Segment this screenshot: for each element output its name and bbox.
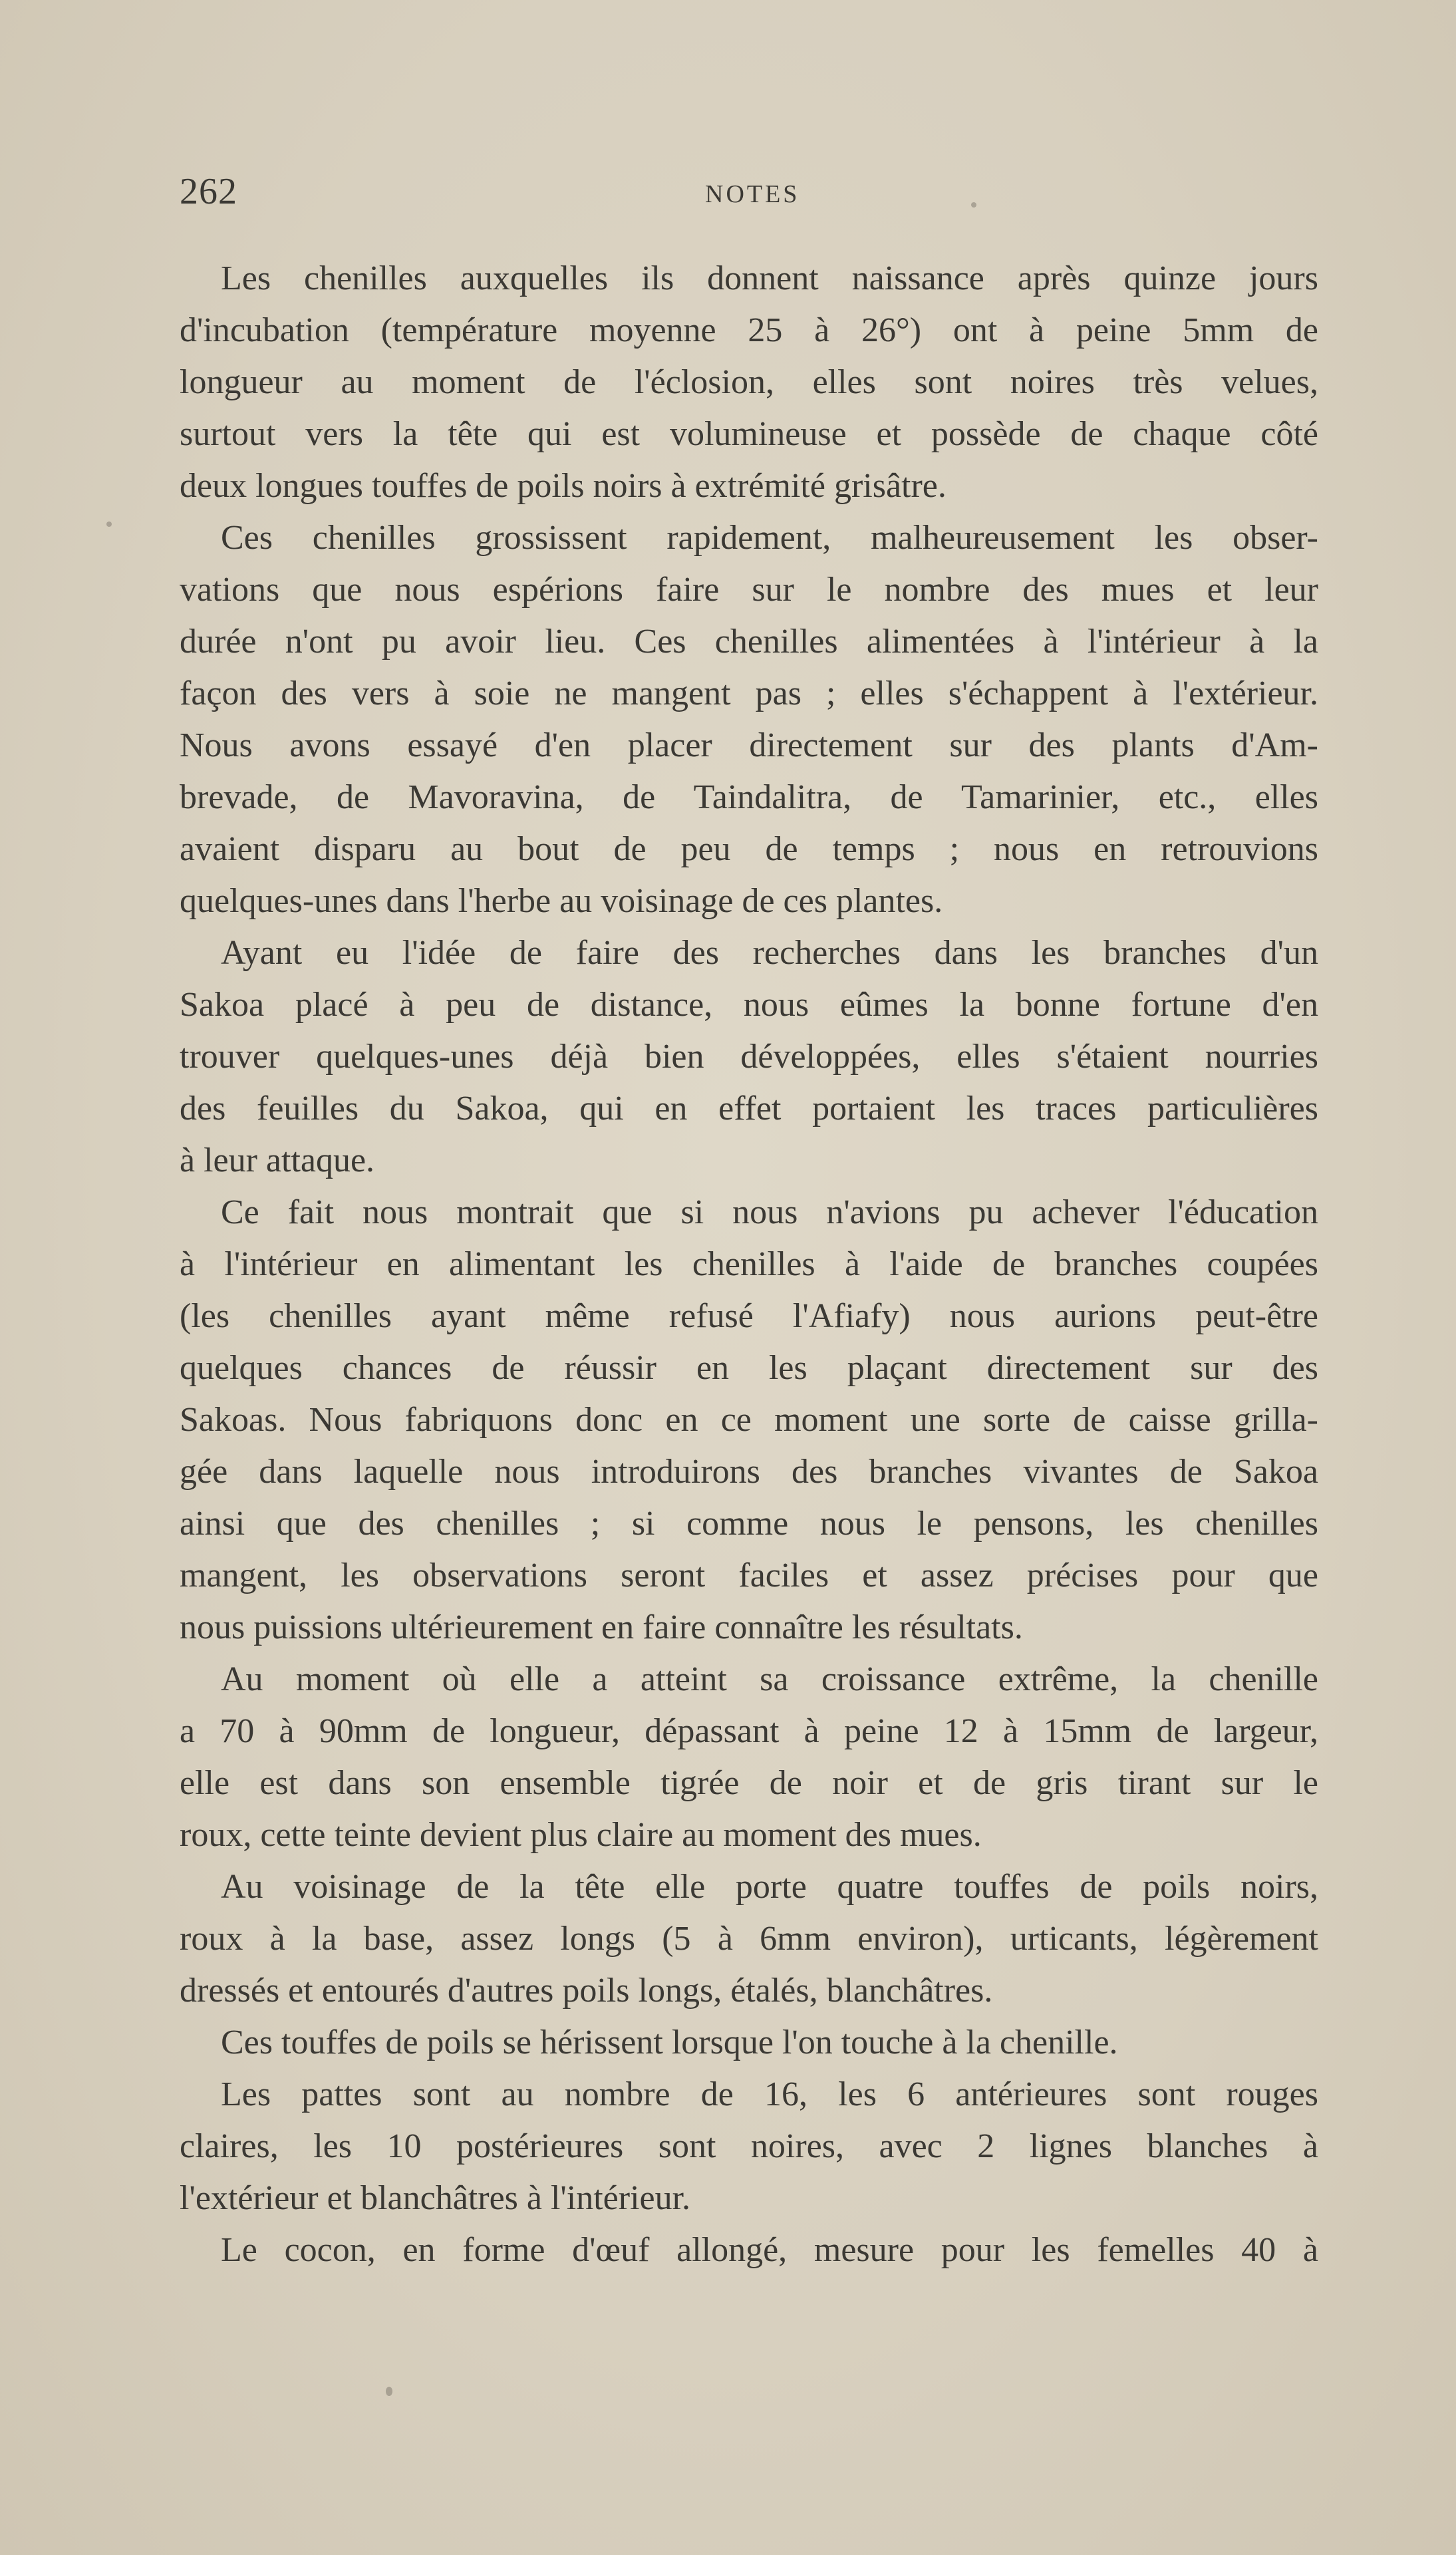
text-line: vations que nous espérions faire sur le nombre des mues et leur [180,571,1318,609]
text-line: durée n'ont pu avoir lieu. Ces chenilles alimentées à l'intérieur à la [180,623,1318,661]
paper-speck [386,2387,392,2396]
text-line: quelques-unes dans l'herbe au voisinage de ces plantes. [180,882,943,920]
text-line: ainsi que des chenilles ; si comme nous le pensons, les chenilles [180,1505,1318,1543]
text-line: mangent, les observations seront faciles et assez précises pour que [180,1557,1318,1594]
text-line: brevade, de Mavoravina, de Taindalitra, de Tamarinier, etc., elles [180,778,1318,816]
text-line: Ces chenilles grossissent rapidement, malheureusement les obser- [221,519,1318,557]
text-line: nous puissions ultérieurement en faire connaître les résultats. [180,1608,1023,1646]
text-line: roux, cette teinte devient plus claire au moment des mues. [180,1816,982,1854]
paper-speck [106,522,112,527]
text-line: Les pattes sont au nombre de 16, les 6 antérieures sont rouges [221,2075,1318,2113]
text-line: d'incubation (température moyenne 25 à 26°) ont à peine 5mm de [180,311,1318,349]
text-line: elle est dans son ensemble tigrée de noir et de gris tirant sur le [180,1764,1318,1802]
text-line: Ayant eu l'idée de faire des recherches dans les branches d'un [221,934,1318,972]
text-line: gée dans laquelle nous introduirons des branches vivantes de Sakoa [180,1453,1318,1491]
text-line: Sakoas. Nous fabriquons donc en ce moment une sorte de caisse grilla- [180,1401,1318,1439]
text-line: longueur au moment de l'éclosion, elles sont noires très velues, [180,363,1318,401]
text-line: trouver quelques-unes déjà bien développées, elles s'étaient nourries [180,1038,1318,1076]
text-line: avaient disparu au bout de peu de temps ; nous en retrouvions [180,830,1318,868]
text-line: à leur attaque. [180,1141,375,1179]
running-head: NOTES [705,180,800,208]
page-number: 262 [180,171,237,212]
paper-speck [971,202,976,208]
text-line: façon des vers à soie ne mangent pas ; elles s'échappent à l'extérieur. [180,675,1318,712]
text-line: des feuilles du Sakoa, qui en effet portaient les traces particulières [180,1090,1318,1127]
text-line: Au moment où elle a atteint sa croissance extrême, la chenille [221,1660,1318,1698]
text-line: Nous avons essayé d'en placer directement sur des plants d'Am- [180,726,1318,764]
text-line: a 70 à 90mm de longueur, dépassant à peine 12 à 15mm de largeur, [180,1712,1318,1750]
text-line: deux longues touffes de poils noirs à extrémité grisâtre. [180,467,946,505]
text-line: dressés et entourés d'autres poils longs, étalés, blanchâtres. [180,1972,993,2010]
text-line: Le cocon, en forme d'œuf allongé, mesure pour les femelles 40 à [221,2231,1318,2269]
text-line: l'extérieur et blanchâtres à l'intérieur. [180,2179,691,2217]
text-line: surtout vers la tête qui est volumineuse et possède de chaque côté [180,415,1318,453]
text-line: roux à la base, assez longs (5 à 6mm environ), urticants, légèrement [180,1920,1318,1958]
body-text [180,253,1318,2276]
page-header [180,170,1310,217]
text-line: claires, les 10 postérieures sont noires, avec 2 lignes blanches à [180,2127,1318,2165]
text-line: Au voisinage de la tête elle porte quatre touffes de poils noirs, [221,1868,1318,1906]
text-line: quelques chances de réussir en les plaçant directement sur des [180,1349,1318,1387]
text-line: à l'intérieur en alimentant les chenilles à l'aide de branches coupées [180,1245,1318,1283]
text-line: (les chenilles ayant même refusé l'Afiafy) nous aurions peut-être [180,1297,1318,1335]
text-line: Les chenilles auxquelles ils donnent naissance après quinze jours [221,259,1318,297]
text-line: Ce fait nous montrait que si nous n'avions pu achever l'éducation [221,1193,1318,1231]
text-line: Sakoa placé à peu de distance, nous eûmes la bonne fortune d'en [180,986,1318,1024]
text-line: Ces touffes de poils se hérissent lorsque l'on touche à la chenille. [221,2024,1118,2061]
